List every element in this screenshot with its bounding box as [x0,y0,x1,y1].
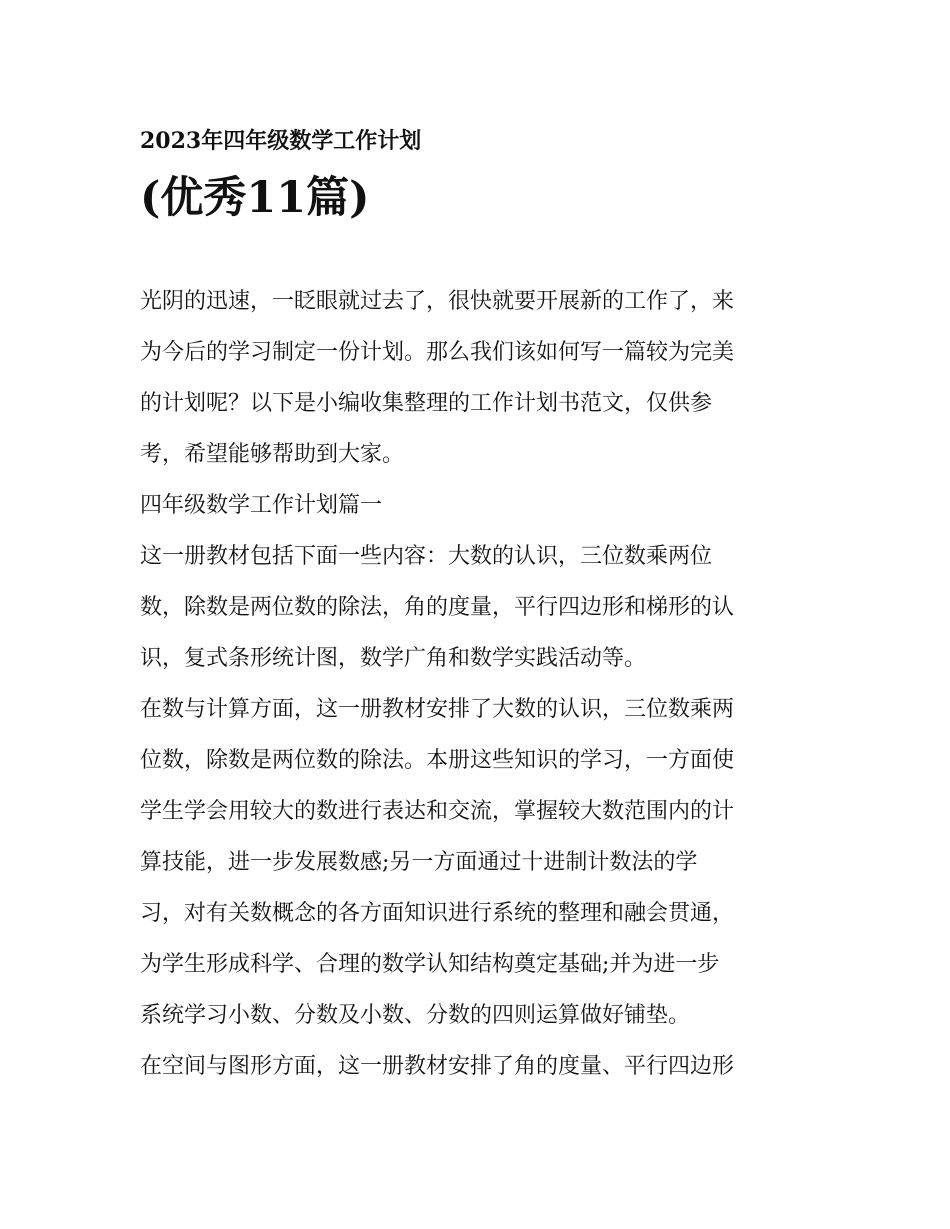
text-line: 光阴的迅速，一眨眼就过去了，很快就要开展新的工作了，来 [140,289,735,314]
paragraph-intro [140,276,820,480]
text-line: 位数，除数是两位数的除法。本册这些知识的学习，一方面使 [140,748,735,773]
text-line: 考，希望能够帮助到大家。 [140,442,405,467]
section-heading-text: 四年级数学工作计划篇一 [140,493,383,518]
text-line: 在空间与图形方面，这一册教材安排了角的度量、平行四边形 [140,1054,735,1079]
text-line: 为学生形成科学、合理的数学认知结构奠定基础;并为进一步 [140,952,720,977]
text-line: 算技能，进一步发展数感;另一方面通过十进制计数法的学 [140,850,698,875]
text-line: 的计划呢？以下是小编收集整理的工作计划书范文，仅供参 [140,391,713,416]
text-line: 学生学会用较大的数进行表达和交流，掌握较大数范围内的计 [140,799,735,824]
paragraph-numbers-calculation [140,684,820,1041]
document-title [140,116,820,229]
text-line: 系统学习小数、分数及小数、分数的四则运算做好铺垫。 [140,1003,691,1028]
text-line: 习，对有关数概念的各方面知识进行系统的整理和融会贯通， [140,901,735,926]
text-line: 识，复式条形统计图，数学广角和数学实践活动等。 [140,646,647,671]
title-line-2: (优秀11篇) [140,173,370,223]
text-line: 为今后的学习制定一份计划。那么我们该如何写一篇较为完美 [140,340,735,365]
paragraph-space-geometry [140,1041,820,1092]
text-line: 数，除数是两位数的除法，角的度量，平行四边形和梯形的认 [140,595,735,620]
title-line-1: 2023年四年级数学工作计划 [140,128,422,154]
paragraph-contents [140,531,820,684]
section-heading [140,480,820,531]
document-body [140,276,820,1092]
text-line: 这一册教材包括下面一些内容：大数的认识，三位数乘两位 [140,544,713,569]
text-line: 在数与计算方面，这一册教材安排了大数的认识，三位数乘两 [140,697,735,722]
